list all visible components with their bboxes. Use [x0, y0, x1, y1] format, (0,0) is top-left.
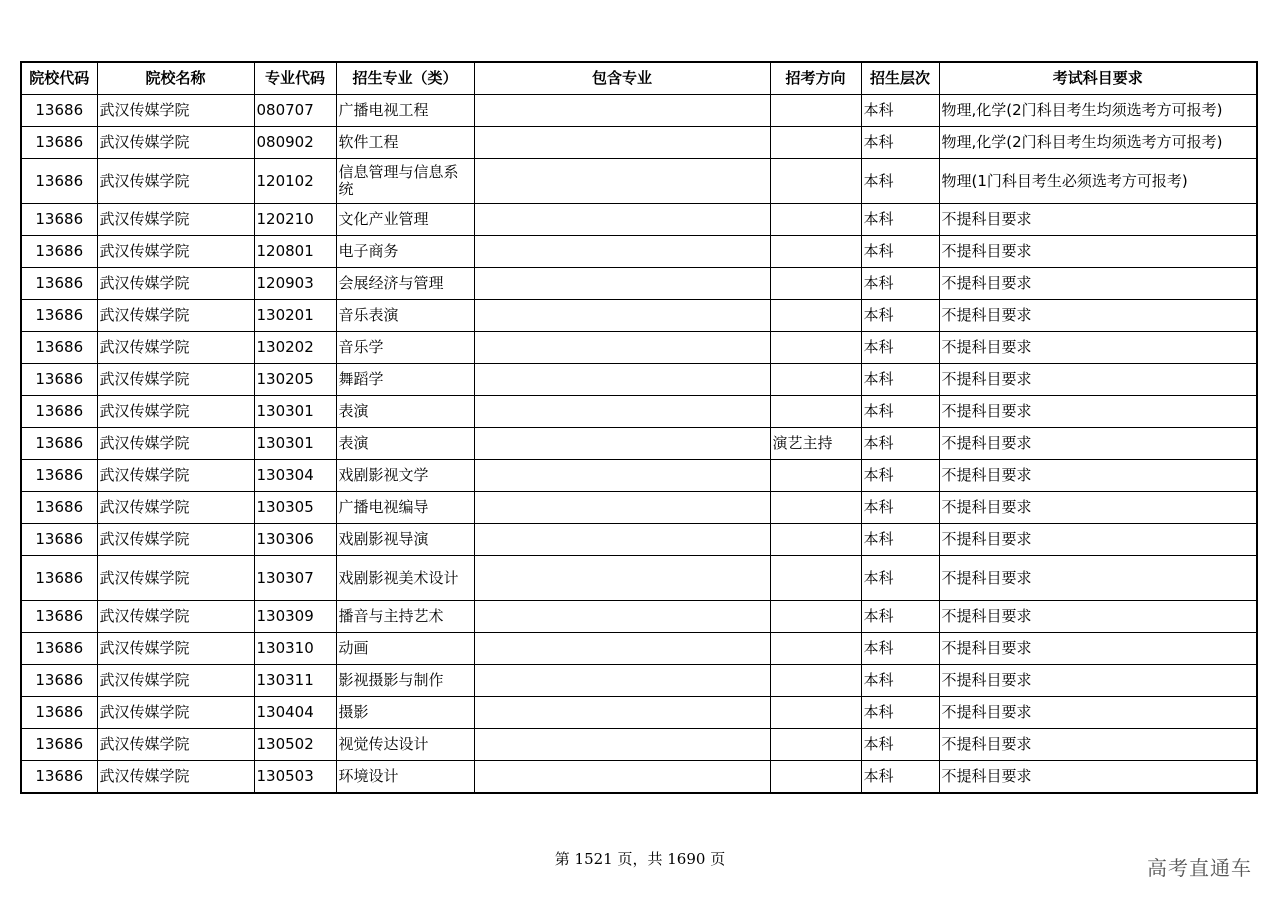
cell-subject-requirements: 不提科目要求	[939, 300, 1257, 332]
cell-school-name: 武汉传媒学院	[97, 300, 254, 332]
cell-major-name: 影视摄影与制作	[336, 665, 474, 697]
cell-level: 本科	[861, 761, 939, 794]
cell-direction	[770, 633, 861, 665]
cell-major-code: 130307	[254, 556, 336, 601]
table-row	[21, 761, 1257, 794]
cell-subject-requirements: 不提科目要求	[939, 396, 1257, 428]
cell-direction	[770, 601, 861, 633]
cell-school-name: 武汉传媒学院	[97, 633, 254, 665]
table-row	[21, 729, 1257, 761]
cell-major-code: 130304	[254, 460, 336, 492]
cell-direction	[770, 556, 861, 601]
cell-level: 本科	[861, 159, 939, 204]
cell-major-name: 舞蹈学	[336, 364, 474, 396]
cell-school-name: 武汉传媒学院	[97, 460, 254, 492]
cell-direction	[770, 159, 861, 204]
cell-included-majors	[474, 204, 770, 236]
table-row	[21, 396, 1257, 428]
table-row	[21, 428, 1257, 460]
table-row	[21, 300, 1257, 332]
cell-school-name: 武汉传媒学院	[97, 601, 254, 633]
cell-level: 本科	[861, 460, 939, 492]
cell-included-majors	[474, 268, 770, 300]
cell-school-code: 13686	[21, 556, 97, 601]
table-row	[21, 524, 1257, 556]
cell-subject-requirements: 不提科目要求	[939, 665, 1257, 697]
cell-school-name: 武汉传媒学院	[97, 204, 254, 236]
cell-included-majors	[474, 556, 770, 601]
cell-major-code: 130306	[254, 524, 336, 556]
cell-major-name: 视觉传达设计	[336, 729, 474, 761]
cell-school-code: 13686	[21, 729, 97, 761]
cell-school-name: 武汉传媒学院	[97, 761, 254, 794]
cell-major-name: 表演	[336, 396, 474, 428]
cell-major-name: 广播电视工程	[336, 95, 474, 127]
cell-included-majors	[474, 729, 770, 761]
cell-school-code: 13686	[21, 601, 97, 633]
cell-subject-requirements: 不提科目要求	[939, 761, 1257, 794]
cell-school-code: 13686	[21, 236, 97, 268]
cell-major-name: 音乐表演	[336, 300, 474, 332]
cell-major-code: 130502	[254, 729, 336, 761]
cell-major-code: 120210	[254, 204, 336, 236]
cell-school-name: 武汉传媒学院	[97, 236, 254, 268]
cell-school-code: 13686	[21, 300, 97, 332]
cell-school-code: 13686	[21, 761, 97, 794]
cell-included-majors	[474, 95, 770, 127]
cell-included-majors	[474, 364, 770, 396]
cell-level: 本科	[861, 729, 939, 761]
cell-major-name: 表演	[336, 428, 474, 460]
cell-subject-requirements: 物理(1门科目考生必须选考方可报考)	[939, 159, 1257, 204]
cell-included-majors	[474, 396, 770, 428]
cell-included-majors	[474, 300, 770, 332]
cell-school-name: 武汉传媒学院	[97, 428, 254, 460]
cell-included-majors	[474, 665, 770, 697]
cell-direction	[770, 127, 861, 159]
cell-major-name: 环境设计	[336, 761, 474, 794]
header-included-majors: 包含专业	[474, 62, 770, 95]
cell-school-code: 13686	[21, 665, 97, 697]
cell-included-majors	[474, 524, 770, 556]
cell-school-name: 武汉传媒学院	[97, 665, 254, 697]
cell-school-name: 武汉传媒学院	[97, 332, 254, 364]
cell-major-code: 080902	[254, 127, 336, 159]
cell-level: 本科	[861, 492, 939, 524]
cell-level: 本科	[861, 601, 939, 633]
cell-school-code: 13686	[21, 460, 97, 492]
cell-direction	[770, 204, 861, 236]
cell-level: 本科	[861, 204, 939, 236]
cell-level: 本科	[861, 300, 939, 332]
cell-subject-requirements: 不提科目要求	[939, 524, 1257, 556]
cell-included-majors	[474, 761, 770, 794]
cell-school-code: 13686	[21, 204, 97, 236]
cell-major-code: 130201	[254, 300, 336, 332]
table-row	[21, 268, 1257, 300]
cell-school-name: 武汉传媒学院	[97, 364, 254, 396]
cell-school-name: 武汉传媒学院	[97, 95, 254, 127]
cell-direction	[770, 524, 861, 556]
table-row	[21, 460, 1257, 492]
cell-subject-requirements: 不提科目要求	[939, 729, 1257, 761]
cell-included-majors	[474, 601, 770, 633]
table-row	[21, 556, 1257, 601]
cell-school-name: 武汉传媒学院	[97, 492, 254, 524]
table-row	[21, 697, 1257, 729]
cell-school-name: 武汉传媒学院	[97, 127, 254, 159]
cell-major-name: 戏剧影视文学	[336, 460, 474, 492]
cell-direction	[770, 665, 861, 697]
cell-school-code: 13686	[21, 428, 97, 460]
cell-major-name: 戏剧影视导演	[336, 524, 474, 556]
cell-major-name: 文化产业管理	[336, 204, 474, 236]
cell-major-code: 120102	[254, 159, 336, 204]
cell-major-name: 信息管理与信息系统	[336, 159, 474, 204]
cell-school-name: 武汉传媒学院	[97, 268, 254, 300]
cell-subject-requirements: 不提科目要求	[939, 633, 1257, 665]
table-row	[21, 332, 1257, 364]
cell-school-name: 武汉传媒学院	[97, 524, 254, 556]
cell-major-name: 摄影	[336, 697, 474, 729]
cell-included-majors	[474, 492, 770, 524]
cell-subject-requirements: 物理,化学(2门科目考生均须选考方可报考)	[939, 95, 1257, 127]
cell-school-code: 13686	[21, 95, 97, 127]
header-school-name: 院校名称	[97, 62, 254, 95]
table-row	[21, 236, 1257, 268]
cell-school-code: 13686	[21, 697, 97, 729]
cell-included-majors	[474, 159, 770, 204]
cell-level: 本科	[861, 665, 939, 697]
cell-major-code: 130503	[254, 761, 336, 794]
cell-subject-requirements: 不提科目要求	[939, 236, 1257, 268]
cell-direction	[770, 729, 861, 761]
header-direction: 招考方向	[770, 62, 861, 95]
cell-included-majors	[474, 236, 770, 268]
cell-included-majors	[474, 428, 770, 460]
cell-major-code: 130310	[254, 633, 336, 665]
header-major-code: 专业代码	[254, 62, 336, 95]
table-row	[21, 633, 1257, 665]
table-row	[21, 601, 1257, 633]
cell-major-code: 120801	[254, 236, 336, 268]
cell-school-code: 13686	[21, 159, 97, 204]
cell-school-name: 武汉传媒学院	[97, 729, 254, 761]
cell-subject-requirements: 不提科目要求	[939, 492, 1257, 524]
cell-level: 本科	[861, 127, 939, 159]
cell-level: 本科	[861, 524, 939, 556]
cell-level: 本科	[861, 95, 939, 127]
table-row	[21, 159, 1257, 204]
cell-direction	[770, 364, 861, 396]
cell-major-name: 播音与主持艺术	[336, 601, 474, 633]
cell-level: 本科	[861, 364, 939, 396]
watermark: 高考直通车	[1147, 856, 1252, 880]
table-row	[21, 364, 1257, 396]
cell-included-majors	[474, 633, 770, 665]
cell-direction	[770, 95, 861, 127]
cell-direction	[770, 236, 861, 268]
cell-major-name: 动画	[336, 633, 474, 665]
cell-level: 本科	[861, 697, 939, 729]
cell-major-name: 电子商务	[336, 236, 474, 268]
cell-subject-requirements: 不提科目要求	[939, 268, 1257, 300]
table-row	[21, 665, 1257, 697]
cell-level: 本科	[861, 633, 939, 665]
cell-major-code: 130301	[254, 428, 336, 460]
cell-school-code: 13686	[21, 332, 97, 364]
cell-major-code: 080707	[254, 95, 336, 127]
cell-school-code: 13686	[21, 633, 97, 665]
header-subject-requirements: 考试科目要求	[939, 62, 1257, 95]
cell-major-code: 130311	[254, 665, 336, 697]
cell-direction	[770, 300, 861, 332]
cell-level: 本科	[861, 236, 939, 268]
cell-direction	[770, 332, 861, 364]
cell-major-name: 会展经济与管理	[336, 268, 474, 300]
cell-direction	[770, 268, 861, 300]
page-number: 第 1521 页，共 1690 页	[554, 850, 726, 868]
cell-major-name: 戏剧影视美术设计	[336, 556, 474, 601]
cell-school-code: 13686	[21, 396, 97, 428]
cell-direction	[770, 396, 861, 428]
cell-major-name: 广播电视编导	[336, 492, 474, 524]
table-row	[21, 95, 1257, 127]
cell-included-majors	[474, 332, 770, 364]
cell-major-name: 音乐学	[336, 332, 474, 364]
cell-school-name: 武汉传媒学院	[97, 697, 254, 729]
cell-major-code: 130205	[254, 364, 336, 396]
admissions-table	[20, 61, 1258, 794]
cell-school-code: 13686	[21, 492, 97, 524]
cell-subject-requirements: 不提科目要求	[939, 556, 1257, 601]
cell-direction	[770, 492, 861, 524]
cell-direction	[770, 460, 861, 492]
cell-subject-requirements: 不提科目要求	[939, 697, 1257, 729]
cell-level: 本科	[861, 396, 939, 428]
cell-subject-requirements: 不提科目要求	[939, 364, 1257, 396]
cell-major-code: 120903	[254, 268, 336, 300]
cell-included-majors	[474, 127, 770, 159]
cell-included-majors	[474, 460, 770, 492]
table-row	[21, 127, 1257, 159]
cell-major-code: 130404	[254, 697, 336, 729]
cell-school-code: 13686	[21, 524, 97, 556]
cell-school-code: 13686	[21, 268, 97, 300]
cell-direction	[770, 697, 861, 729]
header-school-code: 院校代码	[21, 62, 97, 95]
cell-subject-requirements: 物理,化学(2门科目考生均须选考方可报考)	[939, 127, 1257, 159]
cell-direction	[770, 761, 861, 794]
table-header-row	[21, 62, 1257, 95]
cell-direction: 演艺主持	[770, 428, 861, 460]
cell-major-code: 130309	[254, 601, 336, 633]
cell-major-code: 130301	[254, 396, 336, 428]
table-row	[21, 204, 1257, 236]
cell-school-code: 13686	[21, 127, 97, 159]
cell-subject-requirements: 不提科目要求	[939, 428, 1257, 460]
cell-school-name: 武汉传媒学院	[97, 556, 254, 601]
cell-subject-requirements: 不提科目要求	[939, 601, 1257, 633]
table-body	[21, 95, 1257, 794]
cell-major-name: 软件工程	[336, 127, 474, 159]
cell-school-code: 13686	[21, 364, 97, 396]
cell-major-code: 130305	[254, 492, 336, 524]
cell-subject-requirements: 不提科目要求	[939, 460, 1257, 492]
cell-major-code: 130202	[254, 332, 336, 364]
table-row	[21, 492, 1257, 524]
cell-included-majors	[474, 697, 770, 729]
cell-subject-requirements: 不提科目要求	[939, 332, 1257, 364]
cell-subject-requirements: 不提科目要求	[939, 204, 1257, 236]
cell-level: 本科	[861, 332, 939, 364]
cell-level: 本科	[861, 268, 939, 300]
header-major-name: 招生专业（类）	[336, 62, 474, 95]
header-level: 招生层次	[861, 62, 939, 95]
cell-school-name: 武汉传媒学院	[97, 159, 254, 204]
cell-level: 本科	[861, 428, 939, 460]
cell-school-name: 武汉传媒学院	[97, 396, 254, 428]
cell-level: 本科	[861, 556, 939, 601]
